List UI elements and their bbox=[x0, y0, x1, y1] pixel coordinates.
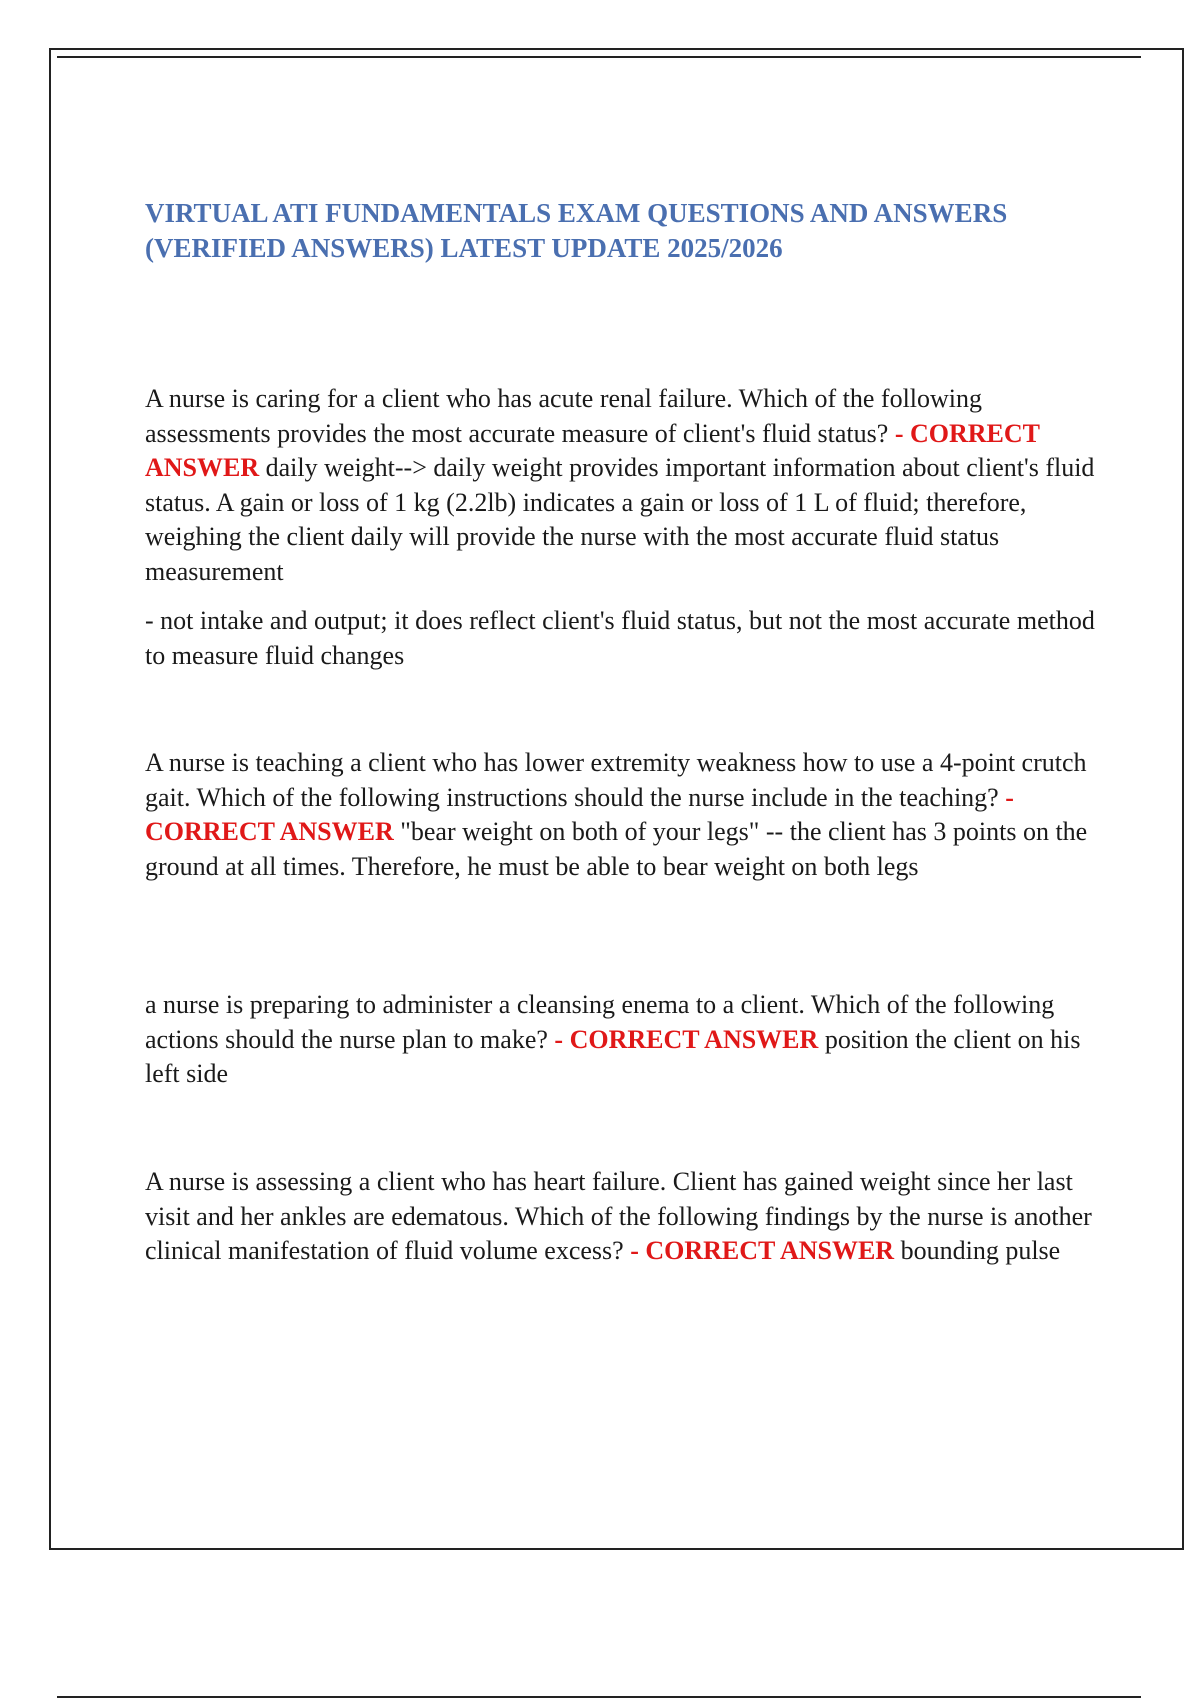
question-text: A nurse is assessing a client who has heart failure. Client has gained weight since her last visit and her ankles are edematous. Which of the following findings by the nurse is another clinical manifestation of fluid volume excess? bbox=[145, 1167, 1092, 1265]
qa-item-2 bbox=[145, 746, 1095, 884]
correct-answer-label: - CORRECT ANSWER bbox=[145, 418, 1040, 482]
correct-answer-label: - CORRECT ANSWER bbox=[145, 782, 1014, 846]
bottom-rule bbox=[57, 1696, 1141, 1698]
question-text: A nurse is teaching a client who has lower extremity weakness how to use a 4-point crutch gait. Which of the following instructions should the nurse include in the teaching? bbox=[145, 748, 1087, 812]
qa-text bbox=[145, 1165, 1095, 1269]
qa-item-4 bbox=[145, 1165, 1095, 1269]
qa-item-1 bbox=[145, 382, 1095, 673]
answer-text: "bear weight on both of your legs" -- the client has 3 points on the ground at all times. Therefore, he must be able to bear weight on both legs bbox=[145, 817, 1088, 881]
qa-text bbox=[145, 746, 1095, 884]
question-text: A nurse is caring for a client who has acute renal failure. Which of the following assessments provides the most accurate measure of client's fluid status? bbox=[145, 384, 983, 448]
answer-text: daily weight--> daily weight provides important information about client's fluid status. A gain or loss of 1 kg (2.2lb) indicates a gain or loss of 1 L of fluid; therefore, weighing the client daily will provide the nurse with the most accurate fluid status measurement bbox=[145, 453, 1095, 586]
correct-answer-label: - CORRECT ANSWER bbox=[554, 1024, 819, 1054]
qa-item-3 bbox=[145, 988, 1095, 1092]
qa-text bbox=[145, 988, 1095, 1092]
correct-answer-label: - CORRECT ANSWER bbox=[630, 1236, 895, 1265]
answer-note: - not intake and output; it does reflect client's fluid status, but not the most accurate method to measure fluid changes bbox=[145, 606, 1095, 670]
top-rule bbox=[57, 56, 1141, 58]
answer-text: bounding pulse bbox=[900, 1236, 1061, 1265]
answer-text: position the client on his left side bbox=[145, 1024, 1081, 1088]
document-title: VIRTUAL ATI FUNDAMENTALS EXAM QUESTIONS AND ANSWERS (VERIFIED ANSWERS) LATEST UPDATE 2025/2026 bbox=[145, 198, 1008, 263]
qa-text bbox=[145, 382, 1095, 589]
question-text: a nurse is preparing to administer a cleansing enema to a client. Which of the following actions should the nurse plan to make? bbox=[145, 990, 1055, 1054]
